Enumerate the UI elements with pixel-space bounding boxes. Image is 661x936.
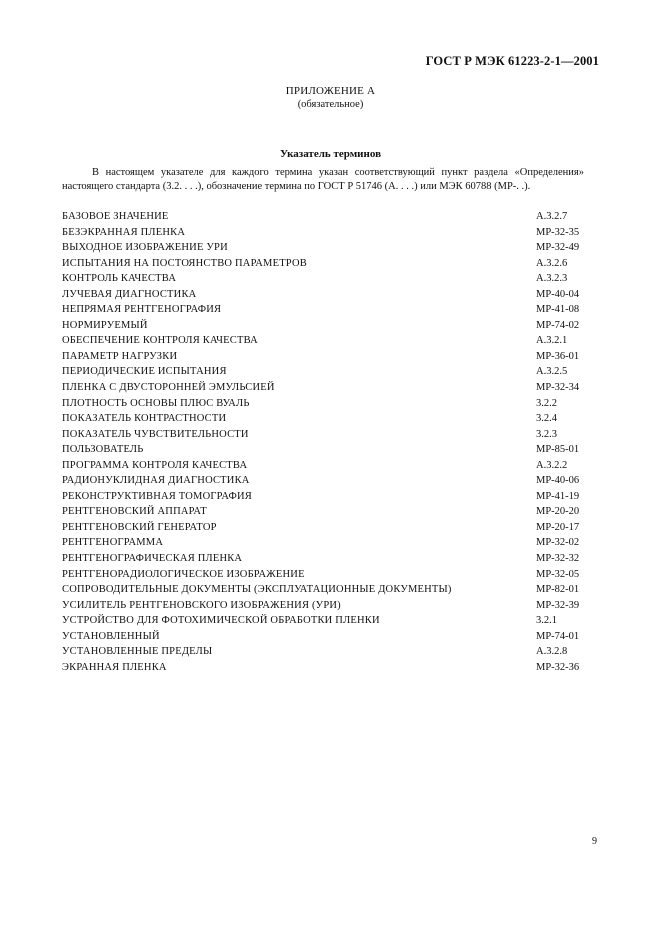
term-name: ИСПЫТАНИЯ НА ПОСТОЯНСТВО ПАРАМЕТРОВ <box>62 257 307 269</box>
term-name: ПРОГРАММА КОНТРОЛЯ КАЧЕСТВА <box>62 459 248 471</box>
term-reference: 3.2.4 <box>536 413 557 425</box>
term-row <box>62 473 584 489</box>
term-reference: МР-32-36 <box>536 661 580 673</box>
term-name: РЕНТГЕНОВСКИЙ АППАРАТ <box>62 506 207 518</box>
term-name: ЛУЧЕВАЯ ДИАГНОСТИКА <box>62 288 197 300</box>
term-row <box>62 551 584 567</box>
term-row <box>62 256 584 272</box>
term-name: НОРМИРУЕМЫЙ <box>62 319 148 331</box>
term-name: БАЗОВОЕ ЗНАЧЕНИЕ <box>62 211 169 222</box>
term-row <box>62 380 584 396</box>
term-row <box>62 629 584 645</box>
term-reference: МР-36-01 <box>536 350 580 362</box>
term-name: УСТРОЙСТВО ДЛЯ ФОТОХИМИЧЕСКОЙ ОБРАБОТКИ ПЛЕНКИ <box>62 615 380 627</box>
term-name: РЕКОНСТРУКТИВНАЯ ТОМОГРАФИЯ <box>62 490 252 502</box>
term-row <box>62 520 584 536</box>
term-reference: 3.2.3 <box>536 428 557 440</box>
term-row <box>62 349 584 365</box>
term-row <box>62 271 584 287</box>
term-name: ВЫХОДНОЕ ИЗОБРАЖЕНИЕ УРИ <box>62 242 228 254</box>
term-row <box>62 209 584 225</box>
term-reference: МР-32-32 <box>536 553 580 565</box>
term-reference: МР-41-08 <box>536 304 580 316</box>
term-row <box>62 660 584 676</box>
term-name: ЭКРАННАЯ ПЛЕНКА <box>62 661 167 673</box>
term-reference: МР-32-34 <box>536 382 580 394</box>
term-reference: А.3.2.7 <box>536 211 568 222</box>
term-reference: МР-20-20 <box>536 506 580 518</box>
term-row <box>62 287 584 303</box>
page-number: 9 <box>592 836 597 847</box>
term-row <box>62 240 584 256</box>
term-row <box>62 411 584 427</box>
term-name: НЕПРЯМАЯ РЕНТГЕНОГРАФИЯ <box>62 304 222 316</box>
term-name: ПОКАЗАТЕЛЬ ЧУВСТВИТЕЛЬНОСТИ <box>62 428 249 440</box>
term-reference: МР-41-19 <box>536 490 580 502</box>
term-name: КОНТРОЛЬ КАЧЕСТВА <box>62 273 177 285</box>
term-row <box>62 364 584 380</box>
term-reference: 3.2.2 <box>536 397 557 409</box>
term-row <box>62 613 584 629</box>
terms-list <box>62 209 584 675</box>
term-row <box>62 582 584 598</box>
term-reference: МР-32-35 <box>536 226 580 238</box>
term-name: РЕНТГЕНОГРАФИЧЕСКАЯ ПЛЕНКА <box>62 553 243 565</box>
term-name: РЕНТГЕНОГРАММА <box>62 537 164 549</box>
term-row <box>62 225 584 241</box>
appendix-title: ПРИЛОЖЕНИЕ А <box>285 85 376 97</box>
term-row <box>62 644 584 660</box>
term-reference: МР-20-17 <box>536 521 580 533</box>
standard-code: ГОСТ Р МЭК 61223-2-1—2001 <box>425 54 599 68</box>
term-row <box>62 598 584 614</box>
term-reference: А.3.2.2 <box>536 459 568 471</box>
term-row <box>62 396 584 412</box>
term-row <box>62 504 584 520</box>
appendix-block <box>0 84 661 111</box>
term-reference: МР-82-01 <box>536 584 580 596</box>
term-reference: МР-40-04 <box>536 288 580 300</box>
term-reference: 3.2.1 <box>536 615 557 627</box>
term-row <box>62 458 584 474</box>
term-row <box>62 333 584 349</box>
index-intro: В настоящем указателе для каждого термина указан соответствующий пункт раздела «Определения» настоящего стандарта (3.2. . . .), обозначение термина по ГОСТ Р 51746 (А. . . .) или МЭК 60788 (МР-. .). <box>62 167 584 192</box>
term-name: ПОЛЬЗОВАТЕЛЬ <box>62 444 144 456</box>
term-row <box>62 535 584 551</box>
term-reference: МР-85-01 <box>536 444 580 456</box>
term-reference: МР-40-06 <box>536 475 580 487</box>
term-row <box>62 427 584 443</box>
term-row <box>62 442 584 458</box>
term-name: ОБЕСПЕЧЕНИЕ КОНТРОЛЯ КАЧЕСТВА <box>62 335 258 347</box>
term-reference: МР-32-02 <box>536 537 580 549</box>
term-name: ПЛОТНОСТЬ ОСНОВЫ ПЛЮС ВУАЛЬ <box>62 397 250 409</box>
index-heading: Указатель терминов <box>279 148 382 160</box>
term-reference: А.3.2.1 <box>536 335 568 347</box>
term-reference: МР-74-02 <box>536 319 580 331</box>
term-name: СОПРОВОДИТЕЛЬНЫЕ ДОКУМЕНТЫ (ЭКСПЛУАТАЦИОННЫЕ ДОКУМЕНТЫ) <box>62 584 452 596</box>
term-reference: А.3.2.6 <box>536 257 568 269</box>
term-reference: МР-32-05 <box>536 568 580 580</box>
term-row <box>62 302 584 318</box>
term-name: ПАРАМЕТР НАГРУЗКИ <box>62 350 178 362</box>
term-reference: А.3.2.5 <box>536 366 568 378</box>
term-reference: А.3.2.3 <box>536 273 568 285</box>
term-name: РЕНТГЕНОРАДИОЛОГИЧЕСКОЕ ИЗОБРАЖЕНИЕ <box>62 568 305 580</box>
term-name: УСТАНОВЛЕННЫЙ <box>62 630 160 642</box>
term-name: БЕЗЭКРАННАЯ ПЛЕНКА <box>62 226 186 238</box>
term-row <box>62 489 584 505</box>
term-row <box>62 318 584 334</box>
term-name: УСИЛИТЕЛЬ РЕНТГЕНОВСКОГО ИЗОБРАЖЕНИЯ (УРИ) <box>62 599 341 611</box>
term-name: УСТАНОВЛЕННЫЕ ПРЕДЕЛЫ <box>62 646 213 658</box>
term-name: РЕНТГЕНОВСКИЙ ГЕНЕРАТОР <box>62 521 217 533</box>
term-reference: МР-32-39 <box>536 599 580 611</box>
term-name: РАДИОНУКЛИДНАЯ ДИАГНОСТИКА <box>62 475 250 487</box>
term-row <box>62 567 584 583</box>
term-reference: А.3.2.8 <box>536 646 568 658</box>
term-reference: МР-74-01 <box>536 630 580 642</box>
appendix-note: (обязательное) <box>297 99 364 110</box>
term-name: ПОКАЗАТЕЛЬ КОНТРАСТНОСТИ <box>62 413 227 425</box>
term-name: ПЕРИОДИЧЕСКИЕ ИСПЫТАНИЯ <box>62 366 227 378</box>
term-name: ПЛЕНКА С ДВУСТОРОННЕЙ ЭМУЛЬСИЕЙ <box>62 382 275 394</box>
term-reference: МР-32-49 <box>536 242 580 254</box>
